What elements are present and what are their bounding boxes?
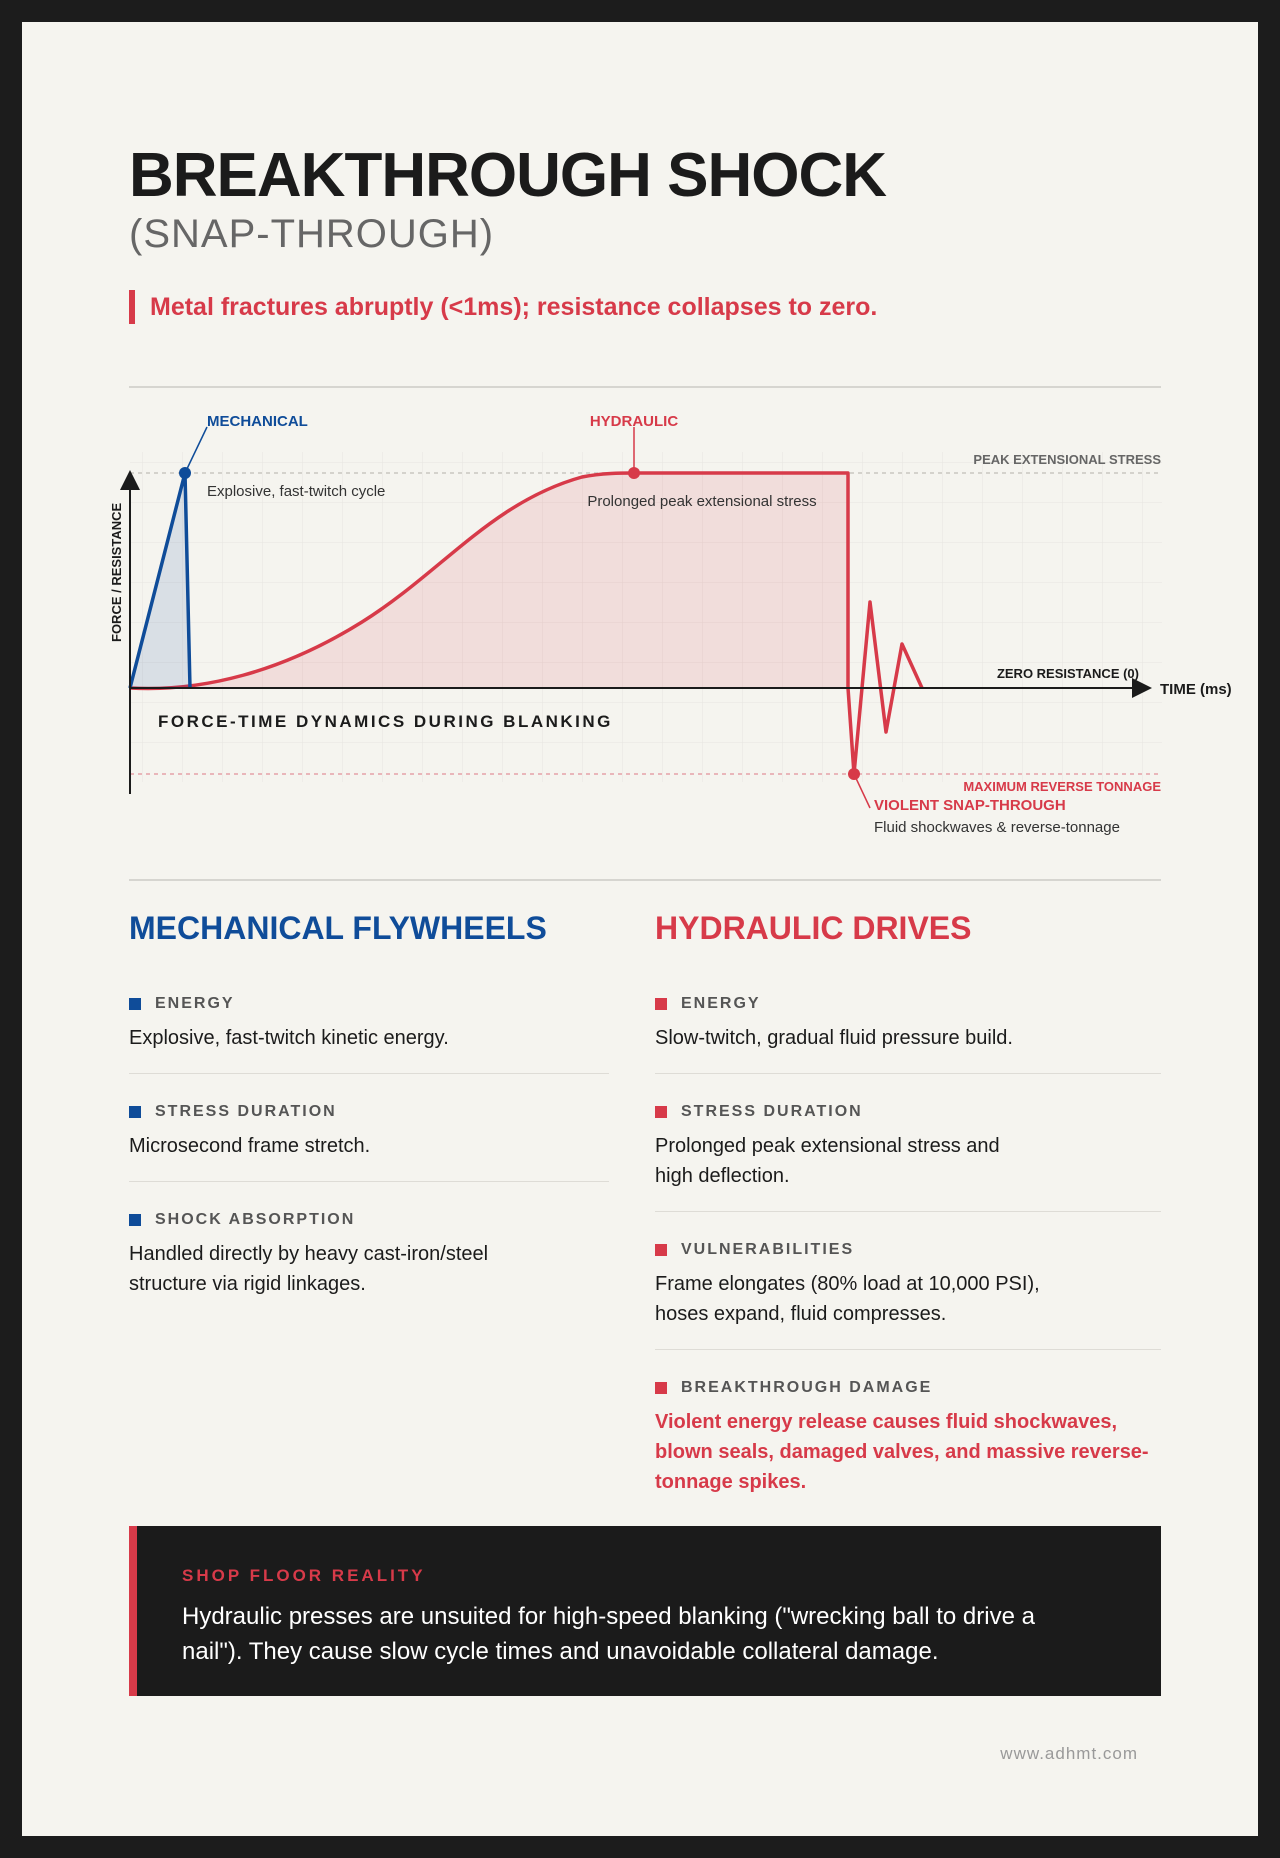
callout-accent-bar: [129, 1526, 137, 1696]
hydraulic-note: Prolonged peak extensional stress: [587, 493, 817, 510]
bullet-square-icon: [655, 1244, 667, 1256]
force-time-diagram: [22, 22, 1258, 882]
callout-label: SHOP FLOOR REALITY: [182, 1566, 426, 1585]
callout-text: Hydraulic presses are unsuited for high-speed blanking ("wrecking ball to drive a nail"). They cause slow cycle times and unavoidable collateral damage.: [182, 1603, 1035, 1665]
bullet-square-icon: [129, 1214, 141, 1226]
bullet-square-icon: [655, 1382, 667, 1394]
mechanical-note: Explosive, fast-twitch cycle: [207, 483, 386, 500]
x-axis-label: TIME (ms): [1160, 681, 1232, 698]
hydraulic-item-stress-duration: STRESS DURATION Prolonged peak extensional stress and high deflection.: [655, 1103, 1000, 1187]
bullet-square-icon: [655, 1106, 667, 1118]
reverse-ref-label: MAXIMUM REVERSE TONNAGE: [963, 779, 1161, 794]
hydraulic-item-energy: ENERGY Slow-twitch, gradual fluid pressure build.: [655, 995, 1013, 1049]
hydraulic-item-vulnerabilities: VULNERABILITIES Frame elongates (80% load at 10,000 PSI), hoses expand, fluid compresses.: [655, 1241, 1040, 1325]
mechanical-item-stress-duration: STRESS DURATION Microsecond frame stretch.: [129, 1103, 371, 1157]
hydraulic-separator: [655, 1211, 1161, 1212]
snap-label: VIOLENT SNAP-THROUGH: [874, 797, 1066, 814]
hydraulic-peak-marker: [628, 467, 640, 479]
hydraulic-separator: [655, 1349, 1161, 1350]
infographic-page: [22, 22, 1258, 1836]
divider-middle: [129, 879, 1161, 881]
snap-note: Fluid shockwaves & reverse-tonnage: [874, 819, 1120, 836]
mechanical-item-shock-absorption: SHOCK ABSORPTION Handled directly by heavy cast-iron/steel structure via rigid linkages.: [129, 1211, 489, 1295]
page-subtitle: (SNAP-THROUGH): [129, 212, 495, 256]
peak-ref-label: PEAK EXTENSIONAL STRESS: [973, 452, 1161, 467]
bullet-square-icon: [129, 998, 141, 1010]
hydraulic-item-breakthrough-damage: BREAKTHROUGH DAMAGE Violent energy release causes fluid shockwaves, blown seals, damaged valves, and massive reverse-tonnage spikes.: [655, 1379, 1149, 1493]
bullet-square-icon: [129, 1106, 141, 1118]
mechanical-separator: [129, 1073, 609, 1074]
mechanical-column-title: MECHANICAL FLYWHEELS: [129, 910, 547, 946]
hydraulic-column-title: HYDRAULIC DRIVES: [655, 910, 972, 946]
y-axis-label: FORCE / RESISTANCE: [109, 502, 124, 642]
tagline: Metal fractures abruptly (<1ms); resistance collapses to zero.: [150, 293, 878, 321]
hydraulic-separator: [655, 1073, 1161, 1074]
mechanical-label: MECHANICAL: [207, 413, 308, 430]
zero-ref-label: ZERO RESISTANCE (0): [996, 666, 1139, 681]
mechanical-peak-marker: [179, 467, 191, 479]
mechanical-item-energy: ENERGY Explosive, fast-twitch kinetic energy.: [129, 995, 449, 1049]
snap-marker: [848, 768, 860, 780]
page-title: BREAKTHROUGH SHOCK: [129, 141, 886, 210]
mechanical-separator: [129, 1181, 609, 1182]
bullet-square-icon: [655, 998, 667, 1010]
chart-caption: FORCE-TIME DYNAMICS DURING BLANKING: [158, 712, 613, 731]
shop-floor-reality-callout: [129, 1526, 1161, 1696]
hydraulic-label: HYDRAULIC: [589, 413, 679, 430]
footer-url: www.adhmt.com: [1000, 1744, 1138, 1763]
